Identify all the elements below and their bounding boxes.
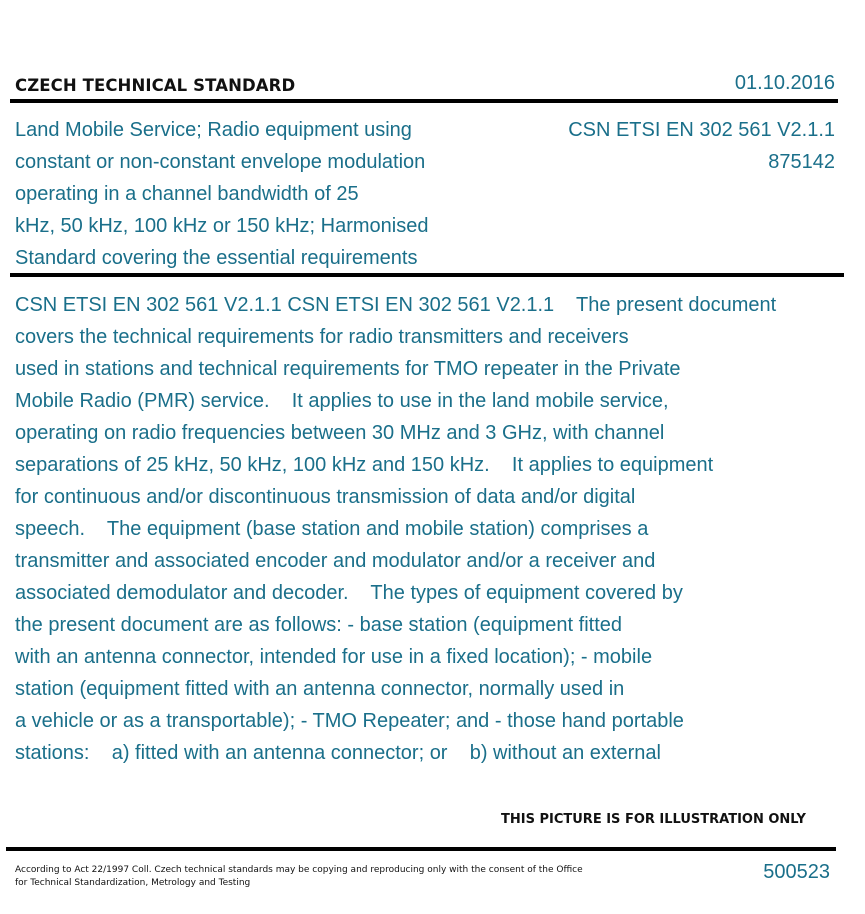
title-line: constant or non-constant envelope modulation [15, 151, 426, 173]
abstract-line: station (equipment fitted with an antenna connector, normally used in [15, 678, 625, 700]
title-divider [10, 273, 844, 277]
abstract-line: the present document are as follows: - base station (equipment fitted [15, 614, 623, 636]
catalog-number: 875142 [768, 151, 835, 173]
standard-code: CSN ETSI EN 302 561 V2.1.1 [568, 119, 835, 141]
abstract-line: associated demodulator and decoder. The types of equipment covered by [15, 582, 683, 604]
copyright-notice [15, 864, 583, 890]
abstract-line: with an antenna connector, intended for use in a fixed location); - mobile [15, 646, 653, 668]
copyright-line: According to Act 22/1997 Coll. Czech technical standards may be copying and reproducing only with the consent of the Office [15, 865, 583, 875]
abstract-line: Mobile Radio (PMR) service. It applies to use in the land mobile service, [15, 390, 669, 412]
abstract-line: separations of 25 kHz, 50 kHz, 100 kHz and 150 kHz. It applies to equipment [15, 454, 714, 476]
abstract-line: covers the technical requirements for radio transmitters and receivers [15, 326, 629, 348]
header-divider [10, 99, 838, 103]
abstract-line: used in stations and technical requirements for TMO repeater in the Private [15, 358, 681, 380]
publication-date: 01.10.2016 [734, 72, 835, 94]
title-line: kHz, 50 kHz, 100 kHz or 150 kHz; Harmonised [15, 215, 429, 237]
abstract-line: stations: a) fitted with an antenna connector; or b) without an external [15, 742, 661, 764]
abstract-text [15, 289, 840, 769]
abstract-line: for continuous and/or discontinuous transmission of data and/or digital [15, 486, 636, 508]
copyright-line: for Technical Standardization, Metrology and Testing [15, 878, 251, 888]
document-id: 500523 [763, 861, 830, 883]
illustration-disclaimer: THIS PICTURE IS FOR ILLUSTRATION ONLY [501, 812, 806, 827]
title-line: Standard covering the essential requirements [15, 247, 418, 269]
abstract-line: operating on radio frequencies between 30 MHz and 3 GHz, with channel [15, 422, 665, 444]
abstract-line: transmitter and associated encoder and modulator and/or a receiver and [15, 550, 656, 572]
title-line: operating in a channel bandwidth of 25 [15, 183, 359, 205]
abstract-line: speech. The equipment (base station and mobile station) comprises a [15, 518, 649, 540]
abstract-line: CSN ETSI EN 302 561 V2.1.1 CSN ETSI EN 302 561 V2.1.1 The present document [15, 294, 777, 316]
standard-designation [568, 114, 835, 178]
title-line: Land Mobile Service; Radio equipment using [15, 119, 412, 141]
abstract-line: a vehicle or as a transportable); - TMO Repeater; and - those hand portable [15, 710, 684, 732]
document-type-heading: CZECH TECHNICAL STANDARD [15, 76, 296, 95]
standard-title [15, 114, 485, 274]
footer-divider [6, 847, 836, 851]
